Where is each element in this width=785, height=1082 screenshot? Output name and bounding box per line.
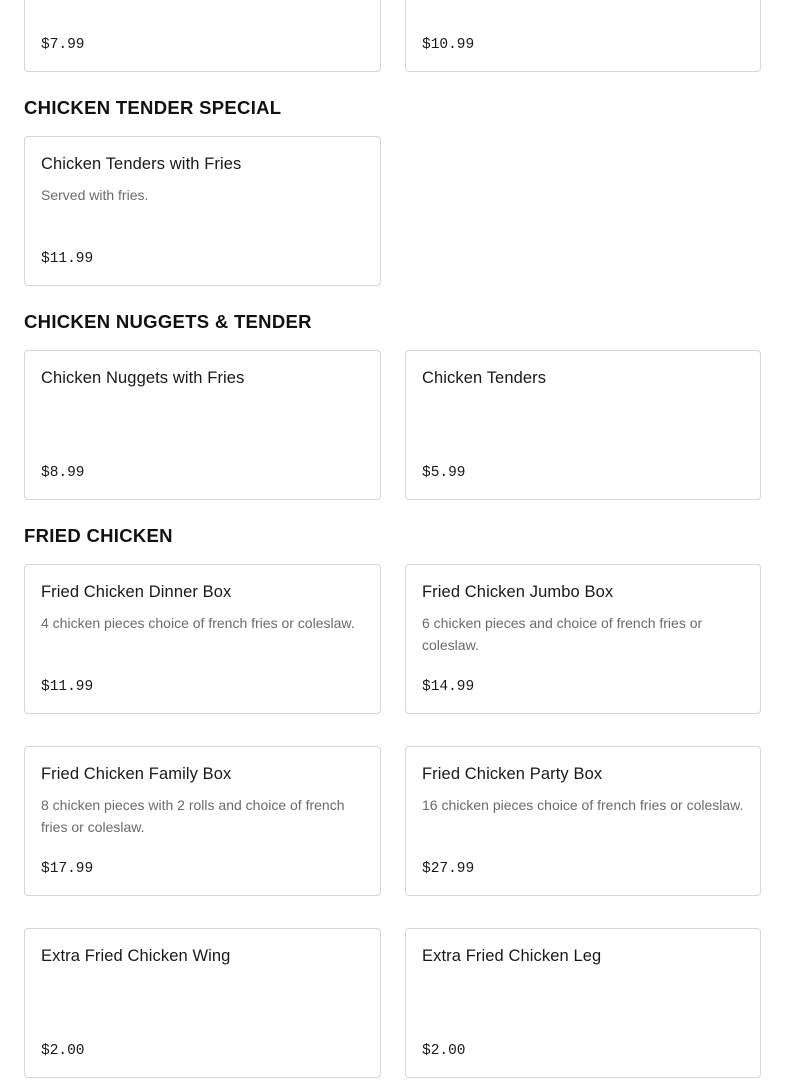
item-price: $17.99 [41,861,94,877]
menu-item-card[interactable] [405,746,761,896]
section-title-fried-chicken: FRIED CHICKEN [24,525,173,546]
item-description: 8 chicken pieces with 2 rolls and choice of french fries or coleslaw. [41,797,345,835]
item-description: 4 chicken pieces choice of french fries or coleslaw. [41,615,355,631]
menu-item-card[interactable] [24,350,381,500]
item-price: $8.99 [41,465,85,481]
item-price: $27.99 [422,861,475,877]
item-name: Chicken Tenders with Fries [41,155,242,173]
item-description: 16 chicken pieces choice of french fries or coleslaw. [422,797,744,813]
item-name: Chicken Nuggets with Fries [41,369,245,387]
menu-item-card[interactable] [405,0,761,72]
menu-item-card[interactable] [24,0,381,72]
menu-item-card[interactable] [405,928,761,1078]
menu-item-card[interactable] [24,746,381,896]
menu-item-card[interactable] [24,928,381,1078]
item-price: $2.00 [41,1043,85,1059]
item-price: $2.00 [422,1043,466,1059]
item-price: $14.99 [422,679,475,695]
menu-item-card[interactable] [405,350,761,500]
item-price: $7.99 [41,37,85,53]
item-price: $11.99 [41,251,94,267]
item-description: Served with fries. [41,187,149,203]
menu-item-card[interactable] [24,136,381,286]
item-name: Fried Chicken Dinner Box [41,583,232,601]
item-description: 6 chicken pieces and choice of french fries or coleslaw. [422,615,703,653]
item-name: Extra Fried Chicken Leg [422,947,602,965]
menu-item-card[interactable] [405,564,761,714]
item-name: Extra Fried Chicken Wing [41,947,231,965]
item-price: $10.99 [422,37,475,53]
item-price: $5.99 [422,465,466,481]
section-title-chicken-tender-special: CHICKEN TENDER SPECIAL [24,97,282,118]
item-name: Fried Chicken Family Box [41,765,232,783]
item-name: Chicken Tenders [422,369,547,387]
item-price: $11.99 [41,679,94,695]
section-title-chicken-nuggets-tender: CHICKEN NUGGETS & TENDER [24,311,312,332]
item-name: Fried Chicken Jumbo Box [422,583,614,601]
menu-item-card[interactable] [24,564,381,714]
item-name: Fried Chicken Party Box [422,765,603,783]
